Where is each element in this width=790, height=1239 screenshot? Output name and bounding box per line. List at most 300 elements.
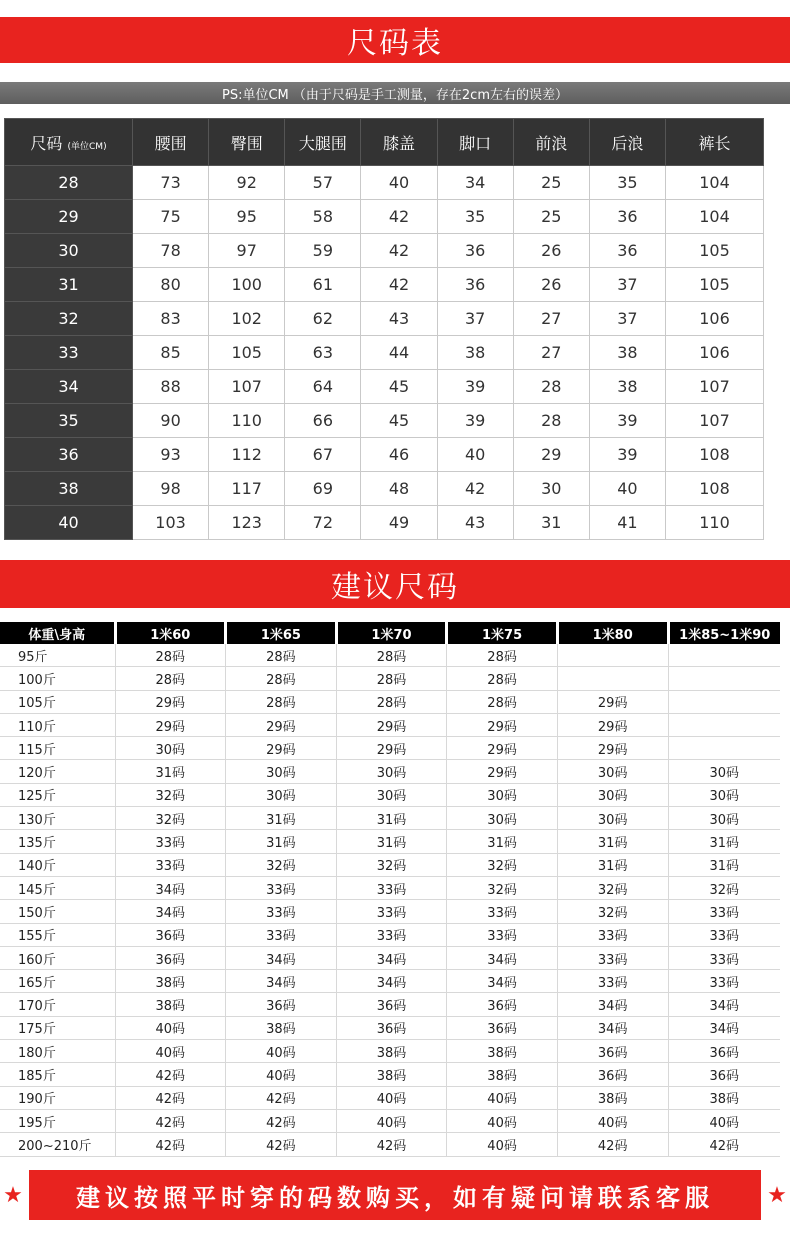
recommended-size-cell: 36码	[115, 923, 226, 946]
measurement-cell: 26	[513, 268, 589, 302]
measurement-cell: 108	[666, 438, 764, 472]
recommended-size-cell: 30码	[115, 737, 226, 760]
measurement-cell: 36	[589, 200, 665, 234]
table-row	[0, 923, 780, 946]
measurement-cell: 45	[361, 404, 437, 438]
measurement-cell: 26	[513, 234, 589, 268]
recommended-size-cell: 40码	[557, 1109, 668, 1132]
table-row	[0, 737, 780, 760]
measurement-cell: 31	[513, 506, 589, 540]
table-row	[0, 1040, 780, 1063]
recommended-size-cell: 29码	[226, 737, 337, 760]
size-cell: 28	[5, 166, 133, 200]
recommended-size-cell: 28码	[447, 644, 558, 667]
measurement-cell: 42	[361, 200, 437, 234]
weight-cell: 155斤	[0, 923, 115, 946]
table-row	[0, 946, 780, 969]
weight-cell: 170斤	[0, 993, 115, 1016]
table-row	[0, 667, 780, 690]
measurement-cell: 104	[666, 166, 764, 200]
recommended-size-cell: 28码	[336, 667, 447, 690]
size-column-header: 腰围	[133, 119, 209, 166]
recommended-size-cell: 30码	[336, 783, 447, 806]
recommended-size-cell: 30码	[557, 783, 668, 806]
recommended-size-cell: 29码	[226, 713, 337, 736]
measurement-cell: 40	[437, 438, 513, 472]
recommended-size-cell: 42码	[668, 1133, 780, 1156]
measurement-cell: 25	[513, 166, 589, 200]
measurement-cell: 107	[666, 404, 764, 438]
weight-cell: 135斤	[0, 830, 115, 853]
recommended-size-cell: 28码	[336, 690, 447, 713]
recommended-size-cell: 30码	[336, 760, 447, 783]
recommended-size-cell: 36码	[226, 993, 337, 1016]
recommended-size-cell: 30码	[668, 807, 780, 830]
measurement-cell: 30	[513, 472, 589, 506]
table-row	[5, 336, 764, 370]
measurement-cell: 67	[285, 438, 361, 472]
recommended-size-cell: 36码	[668, 1063, 780, 1086]
recommended-size-cell: 34码	[557, 1016, 668, 1039]
measurement-cell: 93	[133, 438, 209, 472]
recommended-size-cell: 32码	[557, 900, 668, 923]
measurement-cell: 40	[589, 472, 665, 506]
table-row	[5, 438, 764, 472]
recommended-size-cell: 33码	[557, 946, 668, 969]
size-cell: 33	[5, 336, 133, 370]
recommended-size-cell: 40码	[336, 1086, 447, 1109]
weight-cell: 175斤	[0, 1016, 115, 1039]
recommended-size-cell: 33码	[226, 876, 337, 899]
measurement-cell: 36	[437, 234, 513, 268]
recommended-size-cell: 34码	[557, 993, 668, 1016]
weight-cell: 150斤	[0, 900, 115, 923]
recommended-size-cell: 40码	[447, 1109, 558, 1132]
table-row	[0, 713, 780, 736]
measurement-cell: 39	[589, 404, 665, 438]
measurement-cell: 72	[285, 506, 361, 540]
recommended-size-cell: 34码	[447, 970, 558, 993]
size-cell: 32	[5, 302, 133, 336]
measurement-cell: 107	[666, 370, 764, 404]
measurement-cell: 28	[513, 370, 589, 404]
weight-cell: 95斤	[0, 644, 115, 667]
table-row	[0, 760, 780, 783]
size-cell: 36	[5, 438, 133, 472]
recommend-column-header: 1米65	[226, 622, 337, 644]
recommended-size-cell: 36码	[557, 1040, 668, 1063]
measurement-cell: 88	[133, 370, 209, 404]
recommended-size-cell: 34码	[668, 1016, 780, 1039]
recommended-size-cell: 33码	[447, 900, 558, 923]
size-column-header: 后浪	[589, 119, 665, 166]
measurement-cell: 43	[361, 302, 437, 336]
table-row	[0, 853, 780, 876]
recommend-table	[0, 622, 780, 1157]
recommended-size-cell: 32码	[447, 876, 558, 899]
recommended-size-cell: 28码	[226, 667, 337, 690]
recommended-size-cell: 31码	[115, 760, 226, 783]
recommended-size-cell: 29码	[557, 713, 668, 736]
measurement-cell: 63	[285, 336, 361, 370]
measurement-cell: 95	[209, 200, 285, 234]
recommended-size-cell: 33码	[447, 923, 558, 946]
recommended-size-cell: 31码	[668, 830, 780, 853]
measurement-cell: 73	[133, 166, 209, 200]
table-row	[0, 876, 780, 899]
recommend-table-header	[0, 622, 780, 644]
measurement-cell: 105	[666, 268, 764, 302]
recommended-size-cell: 38码	[447, 1063, 558, 1086]
weight-cell: 185斤	[0, 1063, 115, 1086]
measurement-cell: 62	[285, 302, 361, 336]
measurement-cell: 59	[285, 234, 361, 268]
recommended-size-cell: 34码	[668, 993, 780, 1016]
recommended-size-cell: 34码	[115, 876, 226, 899]
recommended-size-cell: 30码	[447, 807, 558, 830]
measurement-cell: 25	[513, 200, 589, 234]
measurement-cell: 40	[361, 166, 437, 200]
measurement-cell: 37	[589, 302, 665, 336]
measurement-cell: 49	[361, 506, 437, 540]
recommended-size-cell: 33码	[557, 970, 668, 993]
recommended-size-cell: 40码	[447, 1086, 558, 1109]
table-row	[5, 200, 764, 234]
weight-cell: 130斤	[0, 807, 115, 830]
measurement-cell: 39	[437, 370, 513, 404]
recommended-size-cell: 40码	[336, 1109, 447, 1132]
recommended-size-cell: 32码	[115, 807, 226, 830]
recommended-size-cell: 38码	[336, 1040, 447, 1063]
recommended-size-cell: 40码	[447, 1133, 558, 1156]
recommend-column-header: 1米85~1米90	[668, 622, 780, 644]
recommended-size-cell: 33码	[668, 900, 780, 923]
recommended-size-cell: 34码	[115, 900, 226, 923]
table-row	[0, 783, 780, 806]
measurement-cell: 105	[666, 234, 764, 268]
measurement-cell: 100	[209, 268, 285, 302]
recommended-size-cell: 34码	[226, 970, 337, 993]
recommended-size-cell: 28码	[226, 690, 337, 713]
measurement-cell: 97	[209, 234, 285, 268]
recommend-column-header: 1米80	[557, 622, 668, 644]
recommended-size-cell: 31码	[226, 807, 337, 830]
recommended-size-cell: 36码	[447, 1016, 558, 1039]
recommended-size-cell: 31码	[557, 830, 668, 853]
recommended-size-cell	[668, 713, 780, 736]
size-column-header: 裤长	[666, 119, 764, 166]
table-row	[5, 234, 764, 268]
recommended-size-cell: 33码	[668, 970, 780, 993]
measurement-cell: 39	[437, 404, 513, 438]
recommended-size-cell: 40码	[115, 1040, 226, 1063]
recommended-size-cell: 38码	[226, 1016, 337, 1039]
recommended-size-cell: 30码	[668, 783, 780, 806]
table-row	[5, 302, 764, 336]
measurement-cell: 37	[437, 302, 513, 336]
recommended-size-cell: 40码	[226, 1040, 337, 1063]
recommended-size-cell: 36码	[557, 1063, 668, 1086]
weight-cell: 190斤	[0, 1086, 115, 1109]
recommended-size-cell	[668, 690, 780, 713]
weight-cell: 160斤	[0, 946, 115, 969]
weight-cell: 195斤	[0, 1109, 115, 1132]
recommended-size-cell: 32码	[668, 876, 780, 899]
measurement-cell: 58	[285, 200, 361, 234]
recommended-size-cell: 30码	[447, 783, 558, 806]
measurement-cell: 28	[513, 404, 589, 438]
recommended-size-cell: 29码	[447, 737, 558, 760]
recommended-size-cell: 28码	[447, 667, 558, 690]
recommended-size-cell: 28码	[447, 690, 558, 713]
measurement-cell: 78	[133, 234, 209, 268]
recommended-size-cell: 32码	[447, 853, 558, 876]
recommended-size-cell: 38码	[336, 1063, 447, 1086]
measurement-cell: 85	[133, 336, 209, 370]
measurement-cell: 106	[666, 302, 764, 336]
recommend-column-header: 1米60	[115, 622, 226, 644]
measurement-cell: 103	[133, 506, 209, 540]
measurement-cell: 39	[589, 438, 665, 472]
recommended-size-cell: 33码	[557, 923, 668, 946]
measurement-cell: 108	[666, 472, 764, 506]
recommended-size-cell: 42码	[226, 1086, 337, 1109]
recommended-size-cell: 38码	[447, 1040, 558, 1063]
size-table	[4, 118, 764, 540]
weight-cell: 180斤	[0, 1040, 115, 1063]
size-cell: 31	[5, 268, 133, 302]
recommended-size-cell: 31码	[668, 853, 780, 876]
table-row	[0, 970, 780, 993]
recommended-size-cell	[557, 667, 668, 690]
measurement-cell: 42	[361, 234, 437, 268]
recommended-size-cell: 29码	[447, 713, 558, 736]
table-row	[0, 1016, 780, 1039]
measurement-cell: 110	[209, 404, 285, 438]
size-header-cell	[5, 119, 133, 166]
measurement-cell: 92	[209, 166, 285, 200]
size-column-header: 脚口	[437, 119, 513, 166]
weight-cell: 140斤	[0, 853, 115, 876]
measurement-cell: 83	[133, 302, 209, 336]
footer-text: 建议按照平时穿的码数购买，如有疑问请联系客服	[28, 1169, 762, 1221]
recommended-size-cell: 42码	[115, 1063, 226, 1086]
recommended-size-cell: 30码	[557, 807, 668, 830]
measurement-cell: 42	[361, 268, 437, 302]
recommended-size-cell: 33码	[226, 923, 337, 946]
table-row	[5, 268, 764, 302]
recommended-size-cell: 42码	[557, 1133, 668, 1156]
recommended-size-cell: 32码	[115, 783, 226, 806]
size-cell: 30	[5, 234, 133, 268]
star-icon: ★	[767, 1182, 787, 1208]
recommended-size-cell: 34码	[226, 946, 337, 969]
recommended-size-cell: 30码	[668, 760, 780, 783]
measurement-cell: 80	[133, 268, 209, 302]
weight-cell: 100斤	[0, 667, 115, 690]
recommended-size-cell: 31码	[336, 830, 447, 853]
measurement-cell: 38	[589, 370, 665, 404]
recommended-size-cell: 36码	[336, 993, 447, 1016]
size-column-header: 臀围	[209, 119, 285, 166]
measurement-cell: 35	[437, 200, 513, 234]
recommend-title: 建议尺码	[0, 560, 790, 608]
measurement-cell: 46	[361, 438, 437, 472]
recommended-size-cell: 42码	[226, 1133, 337, 1156]
measurement-cell: 57	[285, 166, 361, 200]
recommended-size-cell: 36码	[115, 946, 226, 969]
weight-cell: 165斤	[0, 970, 115, 993]
weight-cell: 105斤	[0, 690, 115, 713]
table-row	[5, 472, 764, 506]
recommended-size-cell: 40码	[226, 1063, 337, 1086]
recommended-size-cell: 42码	[336, 1133, 447, 1156]
measurement-cell: 61	[285, 268, 361, 302]
recommended-size-cell: 29码	[115, 690, 226, 713]
recommended-size-cell: 29码	[115, 713, 226, 736]
measurement-cell: 45	[361, 370, 437, 404]
table-row	[0, 1063, 780, 1086]
weight-cell: 110斤	[0, 713, 115, 736]
measurement-cell: 90	[133, 404, 209, 438]
recommended-size-cell: 38码	[557, 1086, 668, 1109]
recommended-size-cell	[557, 644, 668, 667]
recommended-size-cell: 31码	[557, 853, 668, 876]
measurement-cell: 104	[666, 200, 764, 234]
recommended-size-cell: 33码	[115, 853, 226, 876]
recommended-size-cell: 34码	[336, 970, 447, 993]
measurement-cell: 42	[437, 472, 513, 506]
measurement-cell: 107	[209, 370, 285, 404]
table-row	[0, 900, 780, 923]
recommended-size-cell: 33码	[668, 946, 780, 969]
recommended-size-cell: 36码	[336, 1016, 447, 1039]
table-row	[0, 644, 780, 667]
recommended-size-cell: 36码	[668, 1040, 780, 1063]
table-row	[0, 1086, 780, 1109]
recommended-size-cell: 38码	[115, 970, 226, 993]
table-row	[0, 807, 780, 830]
recommended-size-cell: 31码	[336, 807, 447, 830]
measurement-cell: 66	[285, 404, 361, 438]
size-header-label: 尺码	[30, 133, 63, 153]
footer-banner	[0, 1164, 790, 1226]
size-cell: 34	[5, 370, 133, 404]
recommended-size-cell: 29码	[557, 737, 668, 760]
measurement-cell: 69	[285, 472, 361, 506]
size-table-header	[5, 119, 764, 166]
recommended-size-cell: 31码	[226, 830, 337, 853]
measurement-cell: 29	[513, 438, 589, 472]
recommended-size-cell: 33码	[336, 923, 447, 946]
size-chart-title: 尺码表	[0, 17, 790, 63]
measurement-cell: 106	[666, 336, 764, 370]
table-row	[0, 830, 780, 853]
recommend-column-header: 1米75	[447, 622, 558, 644]
recommended-size-cell: 33码	[226, 900, 337, 923]
recommended-size-cell: 34码	[336, 946, 447, 969]
recommended-size-cell	[668, 737, 780, 760]
weight-cell: 115斤	[0, 737, 115, 760]
size-column-header: 膝盖	[361, 119, 437, 166]
star-icon: ★	[3, 1182, 23, 1208]
measurement-cell: 43	[437, 506, 513, 540]
table-row	[5, 506, 764, 540]
size-cell: 29	[5, 200, 133, 234]
measurement-cell: 36	[589, 234, 665, 268]
recommended-size-cell	[668, 667, 780, 690]
size-header-unit: (单位CM)	[67, 141, 107, 152]
table-row	[0, 1109, 780, 1132]
recommended-size-cell: 42码	[115, 1086, 226, 1109]
table-row	[5, 404, 764, 438]
size-column-header: 前浪	[513, 119, 589, 166]
table-row	[5, 370, 764, 404]
measurement-cell: 35	[589, 166, 665, 200]
measurement-cell: 105	[209, 336, 285, 370]
measurement-cell: 110	[666, 506, 764, 540]
recommended-size-cell: 29码	[336, 737, 447, 760]
recommended-size-cell: 42码	[115, 1109, 226, 1132]
measurement-cell: 48	[361, 472, 437, 506]
recommended-size-cell: 38码	[115, 993, 226, 1016]
measurement-cell: 112	[209, 438, 285, 472]
recommended-size-cell: 33码	[115, 830, 226, 853]
measurement-cell: 98	[133, 472, 209, 506]
recommended-size-cell: 29码	[336, 713, 447, 736]
measurement-cell: 44	[361, 336, 437, 370]
weight-cell: 145斤	[0, 876, 115, 899]
recommended-size-cell: 42码	[226, 1109, 337, 1132]
measurement-cell: 27	[513, 302, 589, 336]
measurement-cell: 123	[209, 506, 285, 540]
measurement-cell: 75	[133, 200, 209, 234]
size-column-header: 大腿围	[285, 119, 361, 166]
recommended-size-cell: 36码	[447, 993, 558, 1016]
recommended-size-cell: 32码	[557, 876, 668, 899]
recommended-size-cell: 30码	[557, 760, 668, 783]
measurement-cell: 36	[437, 268, 513, 302]
size-cell: 38	[5, 472, 133, 506]
measurement-cell: 38	[437, 336, 513, 370]
recommended-size-cell	[668, 644, 780, 667]
measurement-cell: 37	[589, 268, 665, 302]
recommended-size-cell: 33码	[336, 876, 447, 899]
ps-note: PS:单位CM （由于尺码是手工测量，存在2cm左右的误差）	[0, 82, 790, 104]
recommended-size-cell: 40码	[115, 1016, 226, 1039]
table-row	[5, 166, 764, 200]
table-row	[0, 690, 780, 713]
recommended-size-cell: 38码	[668, 1086, 780, 1109]
recommended-size-cell: 28码	[115, 667, 226, 690]
measurement-cell: 64	[285, 370, 361, 404]
size-cell: 35	[5, 404, 133, 438]
weight-cell: 125斤	[0, 783, 115, 806]
recommend-column-header: 1米70	[336, 622, 447, 644]
table-row	[0, 993, 780, 1016]
recommended-size-cell: 28码	[226, 644, 337, 667]
measurement-cell: 38	[589, 336, 665, 370]
weight-cell: 200~210斤	[0, 1133, 115, 1156]
recommended-size-cell: 33码	[336, 900, 447, 923]
recommended-size-cell: 40码	[668, 1109, 780, 1132]
recommended-size-cell: 33码	[668, 923, 780, 946]
measurement-cell: 41	[589, 506, 665, 540]
size-cell: 40	[5, 506, 133, 540]
recommended-size-cell: 30码	[226, 783, 337, 806]
recommended-size-cell: 29码	[447, 760, 558, 783]
recommended-size-cell: 42码	[115, 1133, 226, 1156]
